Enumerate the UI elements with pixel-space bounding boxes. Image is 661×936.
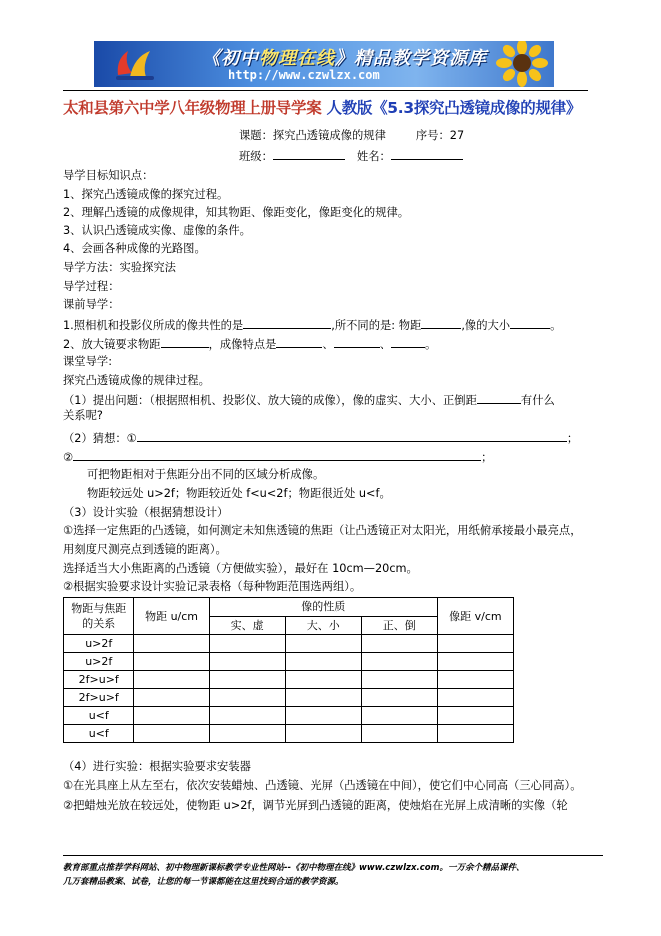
question-2: （2）猜想：① ； (63, 429, 578, 447)
question-4: （4）进行实验：根据实验要求安装器 (63, 760, 251, 773)
header-cell: 物距 u/cm (134, 598, 209, 635)
empty-cell[interactable] (209, 725, 285, 743)
goal-4: 4、会画各种成像的光路图。 (63, 242, 206, 255)
banner-title: 《初中物理在线》精品教学资源库 (202, 48, 487, 69)
empty-cell[interactable] (134, 725, 209, 743)
header-cell: 像距 v/cm (437, 598, 513, 635)
empty-cell[interactable] (361, 725, 437, 743)
empty-cell[interactable] (285, 707, 361, 725)
footer-line-1: 教育部重点推荐学科网站、初中物理新课标教学专业性网站--《初中物理在线》www.czwlzx.com。一万余个精品课件、 (63, 863, 525, 873)
blank[interactable] (276, 335, 322, 348)
table-row (64, 653, 514, 671)
explore-line: 探究凸透镜成像的规律过程。 (63, 374, 210, 387)
hint-2: 物距较远处 u>2f；物距较近处 f<u<2f；物距很近处 u<f。 (87, 487, 391, 500)
site-logo-icon (112, 45, 158, 83)
guess-1-blank[interactable] (137, 429, 567, 442)
in-class-heading: 课堂导学: (63, 355, 112, 368)
process-heading: 导学过程： (63, 280, 120, 293)
header-cell: 大、小 (285, 616, 361, 635)
empty-cell[interactable] (209, 635, 285, 653)
banner-url: http://www.czwlzx.com (228, 68, 380, 82)
question-1-cont: 关系呢? (63, 409, 103, 422)
name-blank[interactable] (391, 147, 463, 160)
empty-cell[interactable] (285, 725, 361, 743)
step-3c: 选择适当大小焦距离的凸透镜（方便做实验），最好在 10cm—20cm。 (63, 562, 418, 575)
question-2b: ② ； (63, 448, 492, 466)
empty-cell[interactable] (437, 707, 513, 725)
footer-line-2: 几万套精品教案、试卷，让您的每一节课都能在这里找到合适的教学资源。 (63, 877, 344, 887)
table-row (64, 707, 514, 725)
step-3b: 用刻度尺测亮点到透镜的距离）。 (63, 543, 227, 556)
empty-cell[interactable] (437, 689, 513, 707)
footer-divider (63, 855, 603, 856)
row-label: u>2f (64, 635, 134, 653)
goal-1: 1、探究凸透镜成像的探究过程。 (63, 188, 229, 201)
header-banner (94, 41, 554, 87)
blank[interactable] (161, 335, 209, 348)
topic-line: 课题：探究凸透镜成像的规律 序号：27 (239, 129, 465, 142)
empty-cell[interactable] (361, 707, 437, 725)
document-title: 太和县第六中学八年级物理上册导学案 人教版《5.3探究凸透镜成像的规律》 (63, 99, 582, 117)
blank[interactable] (334, 335, 380, 348)
empty-cell[interactable] (134, 689, 209, 707)
step-3a: ①选择一定焦距的凸透镜，如何测定未知焦透镜的焦距（让凸透镜正对太阳光，用纸俯承接最小最亮点， (63, 524, 582, 537)
empty-cell[interactable] (285, 671, 361, 689)
empty-cell[interactable] (134, 707, 209, 725)
row-label: u<f (64, 725, 134, 743)
row-label: u<f (64, 707, 134, 725)
goals-heading: 导学目标知识点： (63, 169, 154, 182)
empty-cell[interactable] (437, 653, 513, 671)
step-4b: ②把蜡烛光放在较远处，使物距 u>2f，调节光屏到凸透镜的距离，使烛焰在光屏上成清晰的实像（轮 (63, 799, 568, 812)
empty-cell[interactable] (134, 635, 209, 653)
header-cell: 像的性质 (209, 598, 437, 617)
goal-3: 3、认识凸透镜成实像、虚像的条件。 (63, 224, 251, 237)
empty-cell[interactable] (209, 653, 285, 671)
pre-question-2: 2、放大镜要求物距 ，成像特点是 、 、 。 (63, 335, 436, 353)
header-divider (63, 90, 588, 91)
record-table (63, 597, 514, 743)
empty-cell[interactable] (285, 689, 361, 707)
pre-class-heading: 课前导学： (63, 298, 120, 311)
question-1: （1）提出问题：（根据照相机、投影仪、放大镜的成像），像的虚实、大小、正倒距 有什么 (63, 391, 555, 409)
step-3d: ②根据实验要求设计实验记录表格（每种物距范围选两组）。 (63, 580, 362, 593)
empty-cell[interactable] (134, 671, 209, 689)
method-line: 导学方法：实验探究法 (63, 261, 176, 274)
blank[interactable] (477, 391, 521, 404)
table-row (64, 635, 514, 653)
header-cell: 正、倒 (361, 616, 437, 635)
empty-cell[interactable] (285, 635, 361, 653)
row-label: 2f>u>f (64, 671, 134, 689)
question-3: （3）设计实验（根据猜想设计） (63, 506, 229, 519)
empty-cell[interactable] (361, 653, 437, 671)
table-row (64, 689, 514, 707)
table-row (64, 671, 514, 689)
goal-2: 2、理解凸透镜的成像规律，知其物距、像距变化，像距变化的规律。 (63, 206, 410, 219)
empty-cell[interactable] (361, 635, 437, 653)
empty-cell[interactable] (361, 689, 437, 707)
row-label: 2f>u>f (64, 689, 134, 707)
empty-cell[interactable] (134, 653, 209, 671)
empty-cell[interactable] (437, 671, 513, 689)
blank[interactable] (243, 316, 331, 329)
empty-cell[interactable] (209, 707, 285, 725)
header-cell: 实、虚 (209, 616, 285, 635)
empty-cell[interactable] (209, 671, 285, 689)
class-blank[interactable] (273, 147, 345, 160)
step-4a: ①在光具座上从左至右，依次安装蜡烛、凸透镜、光屏（凸透镜在中间），使它们中心同高（三心同高）。 (63, 779, 582, 792)
empty-cell[interactable] (437, 725, 513, 743)
empty-cell[interactable] (209, 689, 285, 707)
pre-question-1: 1.照相机和投影仪所成的像共性的是 ,所不同的是: 物距 ,像的大小 。 (63, 316, 561, 334)
header-cell: 物距与焦距 的关系 (64, 598, 134, 635)
guess-2-blank[interactable] (73, 448, 481, 461)
empty-cell[interactable] (437, 635, 513, 653)
empty-cell[interactable] (361, 671, 437, 689)
hint-1: 可把物距相对于焦距分出不同的区域分析成像。 (87, 468, 325, 481)
row-label: u>2f (64, 653, 134, 671)
table-row (64, 725, 514, 743)
blank[interactable] (510, 316, 550, 329)
blank[interactable] (421, 316, 461, 329)
class-name-line: 班级： 姓名： (239, 147, 463, 165)
sunflower-icon (490, 41, 552, 87)
blank[interactable] (391, 335, 425, 348)
empty-cell[interactable] (285, 653, 361, 671)
